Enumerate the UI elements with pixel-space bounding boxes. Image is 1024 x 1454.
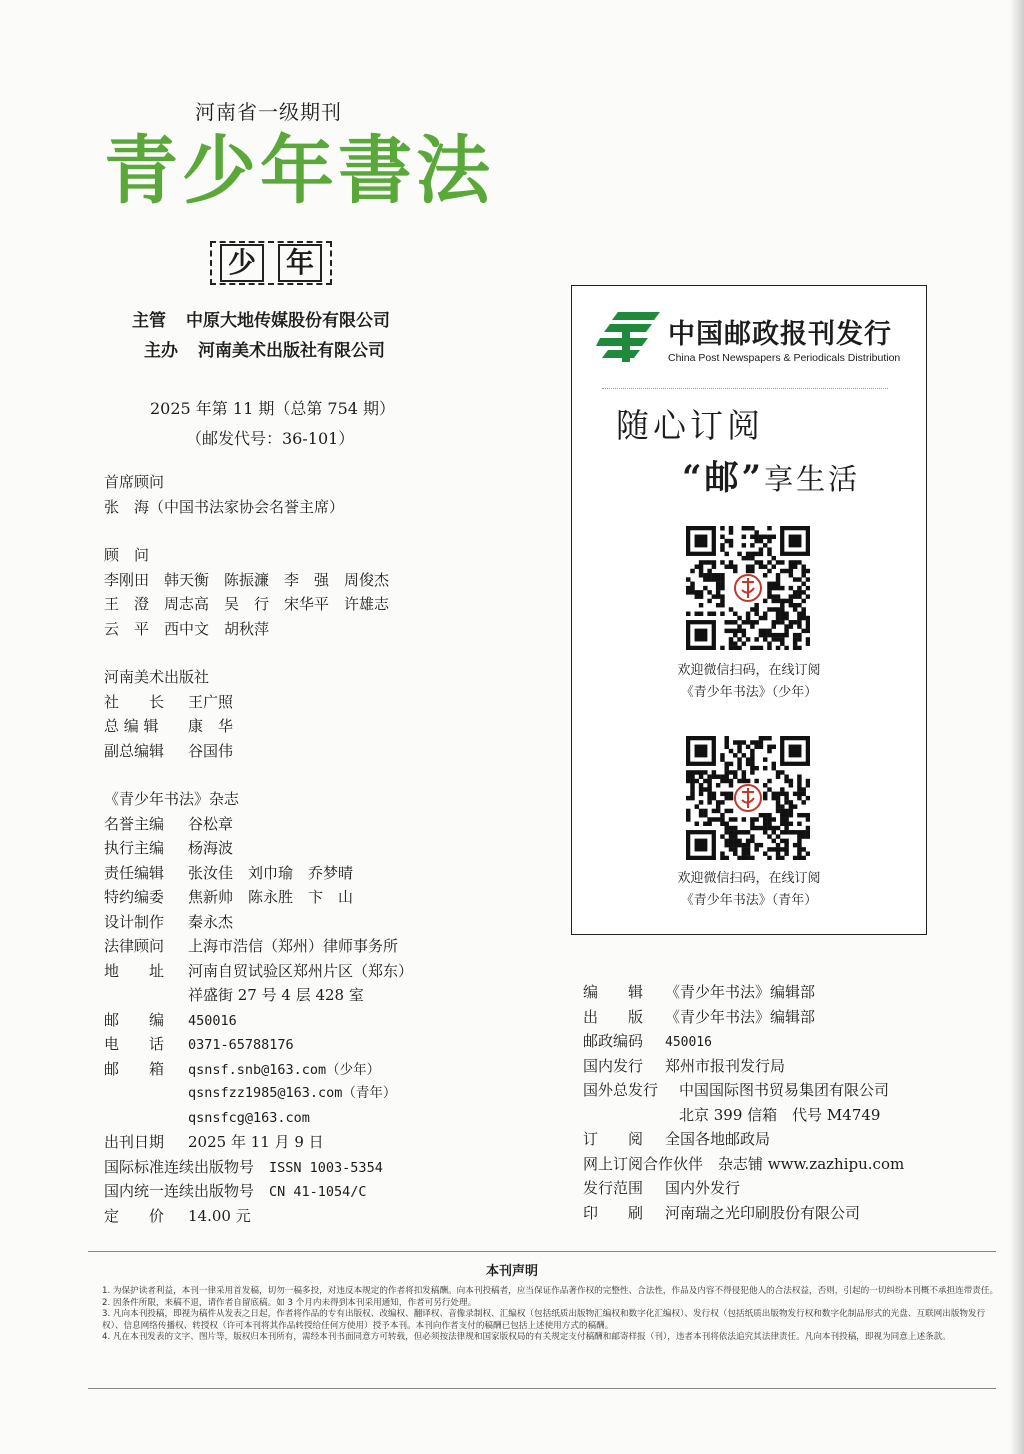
sponsor-key: 主管 xyxy=(132,311,166,331)
magazine-title: 青少年書法 xyxy=(104,128,494,214)
role-value: 焦新帅 陈永胜 卞 山 xyxy=(188,888,354,906)
cn-value: CN 41-1054/C xyxy=(269,1184,367,1200)
role-label: 社 长 xyxy=(104,692,165,711)
pub-label: 国外总发行 xyxy=(583,1081,659,1099)
publish-date-value: 2025 年 11 月 9 日 xyxy=(188,1133,324,1151)
pub-label: 出 版 xyxy=(583,1007,644,1026)
phone-label: 电 话 xyxy=(104,1035,165,1053)
china-post-name: 中国邮政报刊发行 xyxy=(668,319,892,350)
province-label: 河南省一级期刊 xyxy=(195,100,342,124)
zip-value: 450016 xyxy=(188,1012,237,1029)
qr-caption-line: 欢迎微信扫码，在线订阅 xyxy=(677,663,821,678)
magazine-role xyxy=(104,885,544,910)
email-link[interactable]: qsnsf.snb@163.com（少年） xyxy=(188,1061,381,1078)
issn-label: 国际标准连续出版物号 xyxy=(104,1157,255,1176)
slogan-rest: 享生活 xyxy=(764,462,861,496)
publish-date-row xyxy=(104,1130,544,1155)
pub-row xyxy=(583,1005,1003,1030)
role-label: 名誉主编 xyxy=(104,814,165,833)
address-label: 地 址 xyxy=(104,961,165,980)
role-label: 总 编 辑 xyxy=(104,717,159,735)
slogan-line-2 xyxy=(682,450,860,499)
pub-row xyxy=(583,1054,1003,1079)
publish-date-label: 出刊日期 xyxy=(104,1133,165,1151)
price-row xyxy=(104,1204,544,1229)
role-value: 王广照 xyxy=(188,692,234,711)
advisors-title: 顾 问 xyxy=(104,546,150,564)
ad-divider xyxy=(602,388,888,389)
qr-caption-young-adult xyxy=(572,868,926,912)
pub-row xyxy=(583,1078,1003,1103)
pub-value: 《青少年书法》编辑部 xyxy=(665,983,816,1001)
qr-code-young-adult[interactable] xyxy=(686,736,810,860)
pub-label: 印 刷 xyxy=(583,1203,644,1222)
role-label: 设计制作 xyxy=(104,912,165,931)
online-partner-link[interactable]: 杂志铺 www.zazhipu.com xyxy=(718,1154,905,1173)
pub-row xyxy=(583,1029,1003,1054)
publisher-role xyxy=(104,714,544,739)
cn-label: 国内统一连续出版物号 xyxy=(104,1182,255,1200)
email-label: 邮 箱 xyxy=(104,1059,165,1078)
publisher-role xyxy=(104,690,544,715)
pub-value: 河南瑞之光印刷股份有限公司 xyxy=(665,1203,861,1222)
role-value: 张汝佳 刘巾瑜 乔梦晴 xyxy=(188,863,354,882)
slogan-quote: “邮” xyxy=(682,458,765,498)
pub-value: 国内外发行 xyxy=(665,1179,741,1197)
edition-char-2: 年 xyxy=(278,244,322,282)
pub-label: 邮政编码 xyxy=(583,1032,644,1050)
qr-caption-line: 《青少年书法》（少年） xyxy=(680,685,818,700)
declaration-body xyxy=(102,1286,1000,1344)
cn-row xyxy=(104,1179,544,1204)
role-value: 谷松章 xyxy=(188,814,234,833)
edition-char-1: 少 xyxy=(220,244,264,282)
pub-value: 中国国际图书贸易集团有限公司 xyxy=(679,1081,890,1099)
subscription-ad xyxy=(571,285,927,935)
magazine-role xyxy=(104,812,544,837)
magazine-role xyxy=(104,861,544,886)
pub-value: 郑州市报刊发行局 xyxy=(665,1056,786,1075)
phone-row xyxy=(104,1032,544,1057)
magazine-role xyxy=(104,934,544,959)
email-link[interactable]: qsnsfcg@163.com xyxy=(188,1109,310,1126)
organizer-key: 主办 xyxy=(144,341,178,361)
pub-row xyxy=(583,1201,1003,1226)
declaration-top-rule xyxy=(88,1251,996,1252)
advisors-line: 云 平 西中文 胡秋萍 xyxy=(104,619,270,638)
declaration-bottom-rule xyxy=(88,1388,996,1389)
role-value: 上海市浩信（郑州）律师事务所 xyxy=(188,937,399,955)
declaration-item: 4. 凡在本刊发表的文字、图片等，版权归本刊所有，需经本刊书面同意方可转载，但必须按法律规和国家版权局的有关规定支付稿酬和邮寄样报（刊），违者本刊将依法追究其法律责任。凡向本刊投稿，即视为同意上述条款。 xyxy=(102,1332,951,1343)
pub-value: 《青少年书法》编辑部 xyxy=(665,1007,816,1026)
pub-label: 订 阅 xyxy=(583,1130,644,1148)
organizer-row xyxy=(144,336,385,361)
pub-row xyxy=(583,1127,1003,1152)
publisher-name: 河南美术出版社 xyxy=(104,668,210,686)
foreign-distribution-cont: 北京 399 信箱 代号 M4749 xyxy=(679,1105,881,1124)
pub-row xyxy=(583,980,1003,1005)
role-label: 执行主编 xyxy=(104,839,165,857)
magazine-role xyxy=(104,910,544,935)
issn-value: ISSN 1003-5354 xyxy=(269,1159,383,1176)
china-post-english-name: China Post Newspapers & Periodicals Distribution xyxy=(668,352,901,364)
pub-row xyxy=(583,1176,1003,1201)
price-value: 14.00 元 xyxy=(188,1206,251,1225)
sponsor-row xyxy=(132,306,390,331)
qr-caption-youth xyxy=(572,660,926,704)
pub-label: 编 辑 xyxy=(583,983,644,1001)
advisors-line: 王 澄 周志高 吴 行 宋华平 许雄志 xyxy=(104,595,390,613)
role-value: 谷国伟 xyxy=(188,741,234,760)
pub-value: 全国各地邮政局 xyxy=(665,1130,771,1148)
zip-row xyxy=(104,1008,544,1033)
online-partner-label: 网上订阅合作伙伴 xyxy=(583,1154,704,1173)
role-value: 秦永杰 xyxy=(188,912,234,931)
publication-info xyxy=(583,980,1003,1225)
postal-distribution-code: （邮发代号：36-101） xyxy=(186,429,355,448)
role-label: 特约编委 xyxy=(104,888,165,906)
address-row xyxy=(104,959,544,984)
chief-advisor: 张 海（中国书法家协会名誉主席） xyxy=(104,497,345,516)
qr-caption-line: 欢迎微信扫码，在线订阅 xyxy=(677,871,821,886)
magazine-name: 《青少年书法》杂志 xyxy=(104,790,240,808)
role-label: 责任编辑 xyxy=(104,863,165,882)
magazine-role xyxy=(104,836,544,861)
china-post-logo-icon xyxy=(596,308,664,364)
declaration-item: 2. 因条件所限，来稿不退，请作者自留底稿。如 3 个月内未得到本刊采用通知，作者可另行处理。 xyxy=(102,1297,477,1308)
declaration-item: 3. 凡向本刊投稿，即视为稿件从发表之日起，作者将作品的专有出版权、改编权、翻译权、音像录制权、汇编权（包括纸质出版物汇编权和数字化汇编权）、发行权（包括纸质出版物发行权和数字化制品形式的光盘、互联网出版物发行权）、信息网络传播权、转授权（许可本刊将其作品转授给任何方使用）授予本刊。本刊向作者支付的稿酬已包括上述使用方式的稿酬。 xyxy=(102,1309,986,1331)
email-link[interactable]: qsnsfzz1985@163.com（青年） xyxy=(188,1085,397,1101)
organizer-value: 河南美术出版社有限公司 xyxy=(198,341,385,361)
qr-caption-line: 《青少年书法》（青年） xyxy=(680,893,818,908)
publisher-role xyxy=(104,739,544,764)
role-label: 法律顾问 xyxy=(104,937,165,955)
declaration-title: 本刊声明 xyxy=(485,1264,538,1279)
zip-label: 邮 编 xyxy=(104,1010,165,1029)
role-value: 康 华 xyxy=(188,717,234,735)
slogan-line-1: 随心订阅 xyxy=(616,406,764,445)
issue-number: 2025 年第 11 期（总第 754 期） xyxy=(150,399,396,418)
address-line: 河南自贸试验区郑州片区（郑东） xyxy=(188,961,414,980)
qr-code-youth[interactable] xyxy=(686,526,810,650)
online-partner-row xyxy=(583,1152,1003,1177)
issn-row xyxy=(104,1155,544,1180)
address-line: 祥盛街 27 号 4 层 428 室 xyxy=(188,986,364,1004)
edition-stamp xyxy=(210,241,332,285)
pub-label: 发行范围 xyxy=(583,1179,644,1197)
price-label: 定 价 xyxy=(104,1206,165,1225)
sponsor-value: 中原大地传媒股份有限公司 xyxy=(186,311,390,331)
advisors-line: 李刚田 韩天衡 陈振濂 李 强 周俊杰 xyxy=(104,570,390,589)
phone-value: 0371-65788176 xyxy=(188,1037,294,1053)
declaration-item: 1. 为保护读者利益，本刊一律采用首发稿，切勿一稿多投，对违反本规定的作者将扣发稿酬。向本刊投稿者，应当保证作品著作权的完整性、合法性，作品及内容不得侵犯他人的合法权益，否则，引起的一切纠纷本刊概不承担连带责任。 xyxy=(102,1286,999,1296)
pub-value: 450016 xyxy=(665,1035,712,1050)
staff-list xyxy=(104,470,544,1228)
role-value: 杨海波 xyxy=(188,839,234,857)
page-edge-shadow xyxy=(1010,0,1024,1454)
role-label: 副总编辑 xyxy=(104,741,165,760)
chief-advisor-title: 首席顾问 xyxy=(104,473,165,491)
email-row xyxy=(104,1057,544,1082)
pub-label: 国内发行 xyxy=(583,1056,644,1075)
